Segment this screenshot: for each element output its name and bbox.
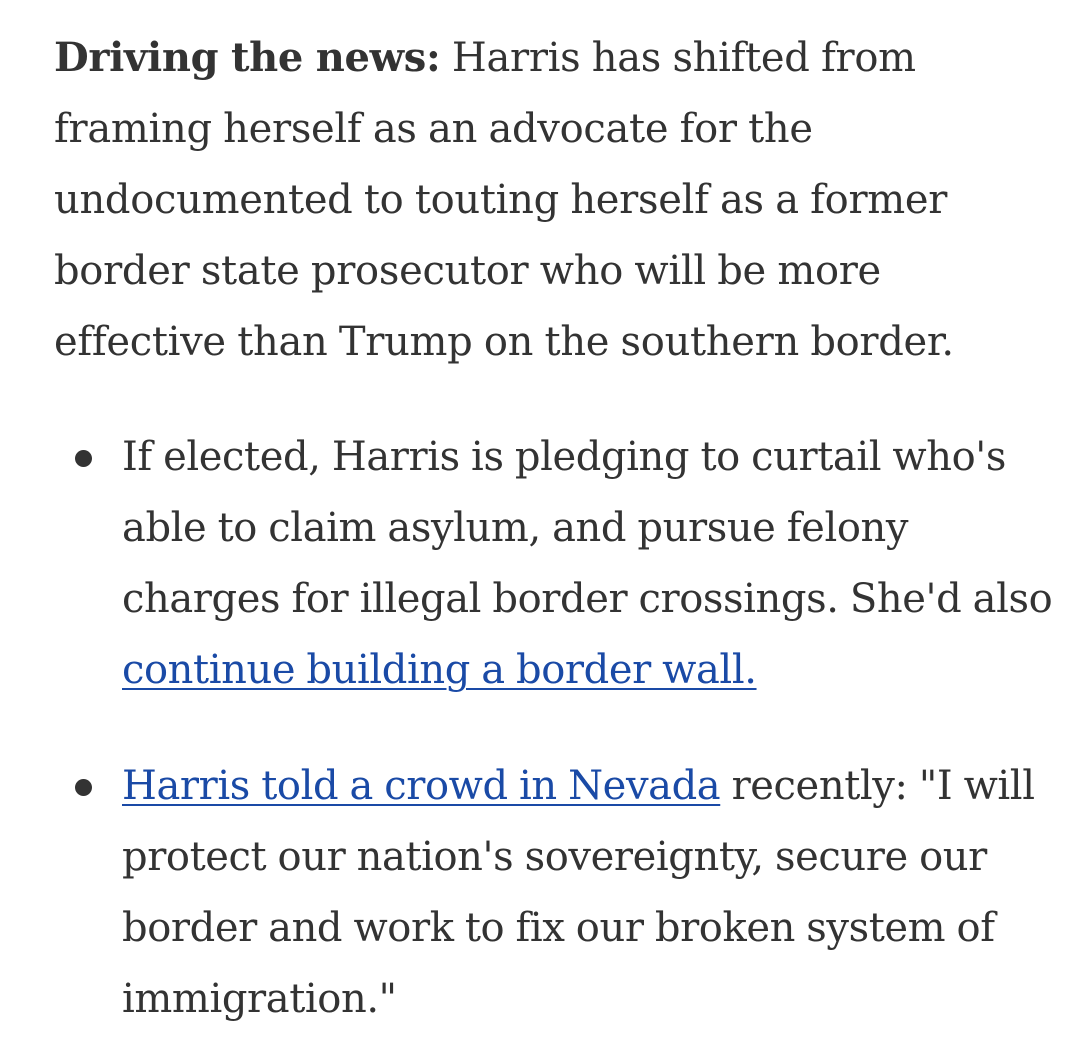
bullet-list <box>54 422 1054 1035</box>
bullet-item-pledge <box>54 422 1054 706</box>
lead-label: Driving the news: <box>54 34 441 81</box>
bullet-dot-icon <box>75 450 92 467</box>
lead-text: Harris has shifted from framing herself as an advocate for the undocumented to touting herself as a former border state prosecutor who will be more effective than Trump on the southern border. <box>54 35 954 365</box>
nevada-crowd-link[interactable]: Harris told a crowd in Nevada <box>122 763 721 809</box>
bullet-text: If elected, Harris is pledging to curtail who's able to claim asylum, and pursue felony charges for illegal border crossings. She'd also <box>122 434 1053 622</box>
bullet-quote-text: recently: "I will protect our nation's sovereignty, secure our border and work to fix our broken system of immigration." <box>122 763 1035 1022</box>
bullet-item-nevada <box>54 751 1054 1035</box>
border-wall-link[interactable]: continue building a border wall. <box>122 647 757 693</box>
lead-paragraph <box>54 22 1054 378</box>
article-body <box>54 22 1054 1035</box>
bullet-dot-icon <box>75 779 92 796</box>
